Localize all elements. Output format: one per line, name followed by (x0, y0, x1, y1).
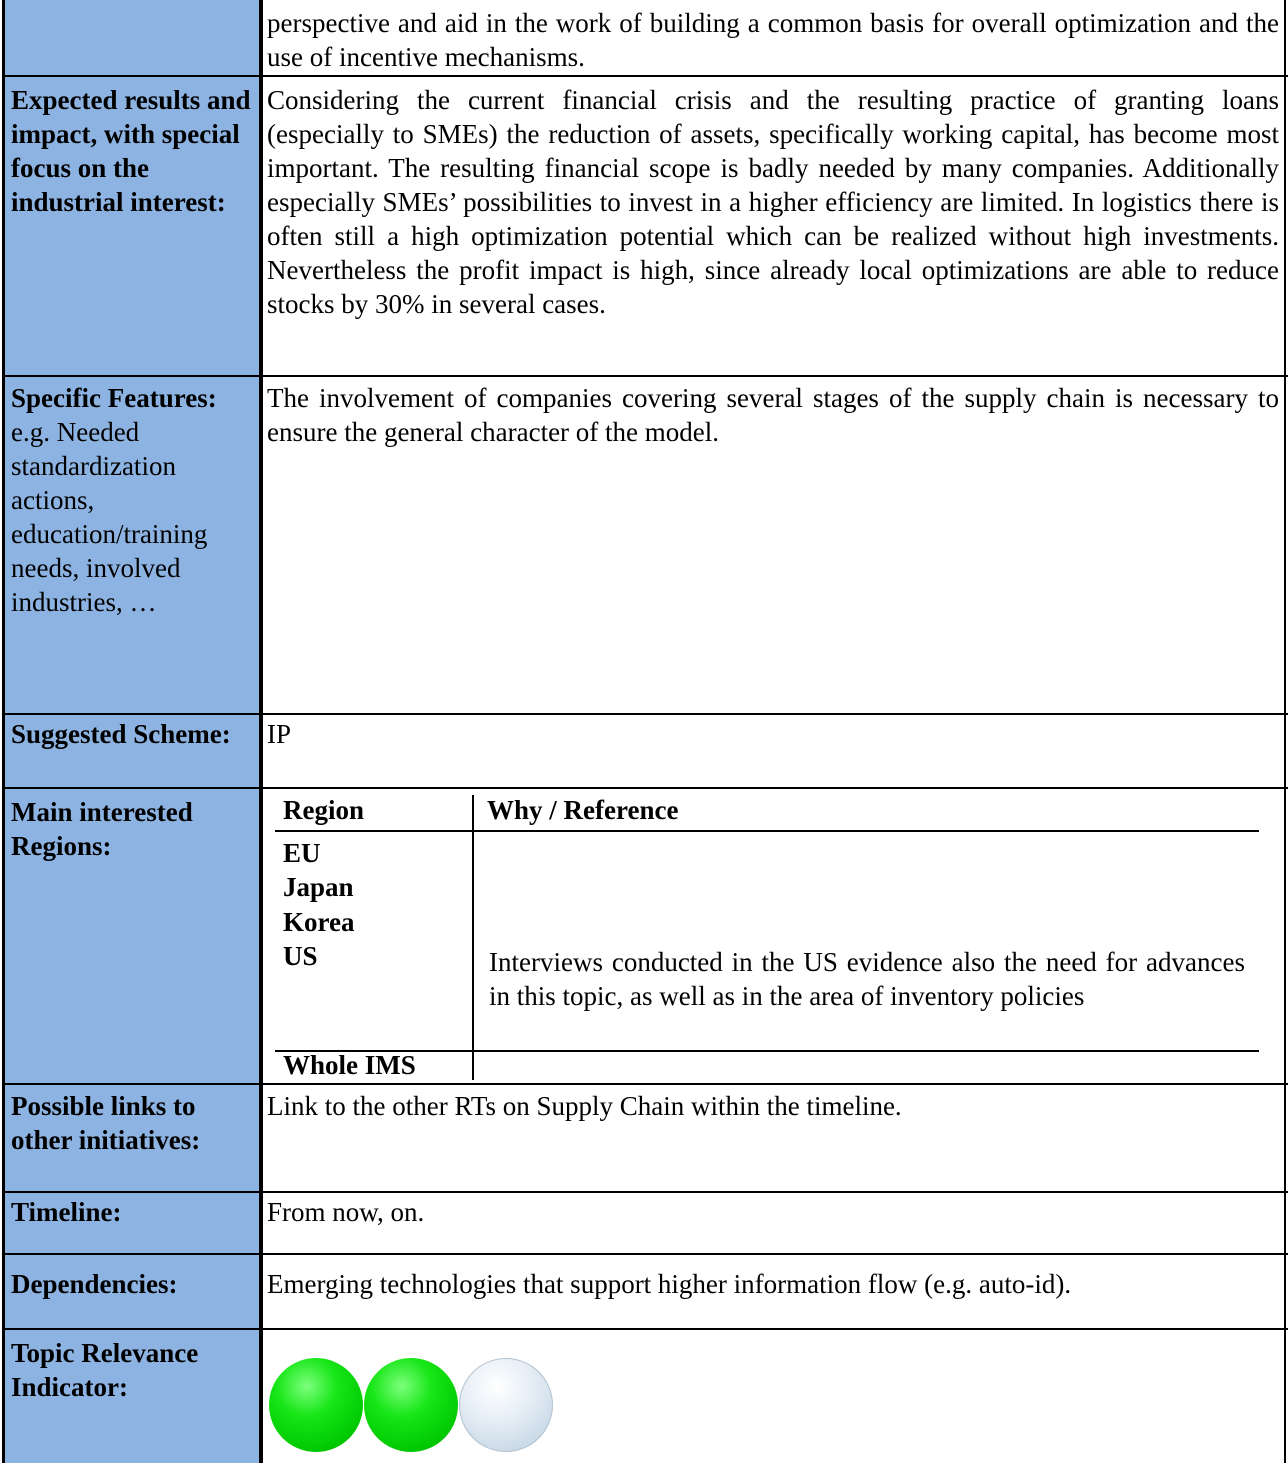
row-divider (5, 1191, 1288, 1193)
relevance-label: Topic Relevance Indicator: (11, 1338, 199, 1402)
region-cell-japan: Japan (283, 872, 354, 902)
why-cell-us: Interviews conducted in the US evidence also the need for advances in this topic, as well as in the area of inventory policies (489, 947, 1245, 1011)
relevance-dot-filled (269, 1358, 363, 1452)
subtable-header-line (275, 830, 1259, 832)
column-divider (259, 0, 263, 1463)
regions-label: Main interested Regions: (11, 797, 193, 861)
region-cell-us: US (283, 941, 318, 971)
expected-results-label: Expected results and impact, with special focus on the industrial interest: (11, 85, 251, 217)
region-column-header: Region (283, 795, 364, 825)
region-cell-whole-ims: Whole IMS (283, 1050, 416, 1080)
row-divider (5, 75, 1288, 77)
dependencies-content: Emerging technologies that support higher information flow (e.g. auto-id). (267, 1269, 1072, 1299)
row-divider (5, 787, 1288, 789)
specific-features-title: Specific Features: (11, 383, 217, 413)
subtable-row-line (275, 1050, 1259, 1052)
row-divider (5, 1328, 1288, 1330)
suggested-scheme-label: Suggested Scheme: (11, 719, 231, 749)
why-column-header: Why / Reference (487, 795, 679, 825)
timeline-label: Timeline: (11, 1197, 122, 1227)
roadmap-table (2, 0, 1286, 1463)
expected-results-content: Considering the current financial crisis and the resulting practice of granting loans (especially to SMEs) the reduction of assets, specifically working capital, has become most important. The resulting financial scope is badly needed by many companies. Additionally especially SMEs’ possibilities to invest in a higher efficiency are limited. In logistics there is often still a high optimization potential which can be realized without high investments. Nevertheless the profit impact is high, since already local optimizations are able to reduce stocks by 30% in several cases. (267, 85, 1279, 319)
region-cell-korea: Korea (283, 907, 355, 937)
row-divider (5, 1083, 1288, 1085)
row-divider (5, 375, 1288, 377)
region-cell-eu: EU (283, 838, 321, 868)
specific-features-content: The involvement of companies covering several stages of the supply chain is necessary to ensure the general character of the model. (267, 383, 1279, 447)
dependencies-label: Dependencies: (11, 1269, 178, 1299)
relevance-dot-filled (364, 1358, 458, 1452)
top-row-content: perspective and aid in the work of building a common basis for overall optimization and the use of incentive mechanisms. (267, 8, 1279, 72)
row-divider (5, 713, 1288, 715)
row-divider (5, 1253, 1288, 1255)
possible-links-label: Possible links to other initiatives: (11, 1091, 201, 1155)
timeline-content: From now, on. (267, 1197, 425, 1227)
subtable-column-line (472, 795, 474, 1080)
specific-features-label (11, 381, 255, 619)
suggested-scheme-content: IP (267, 719, 292, 749)
relevance-dot-empty (459, 1358, 553, 1452)
possible-links-content: Link to the other RTs on Supply Chain within the timeline. (267, 1091, 902, 1121)
specific-features-sublabel: e.g. Needed standardization actions, education/training needs, involved industries, … (11, 417, 208, 617)
